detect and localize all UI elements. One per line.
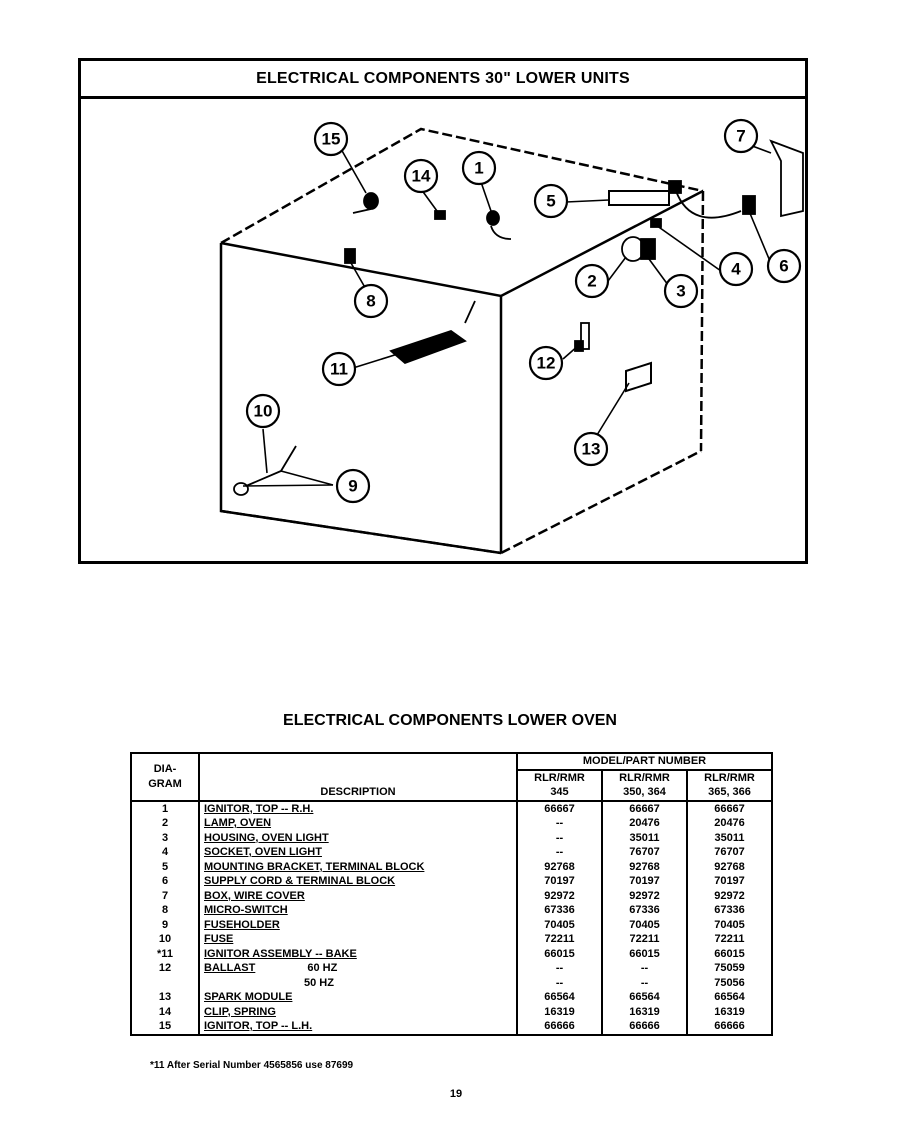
cell-part-3: 75059: [687, 961, 772, 976]
table-row: [131, 831, 772, 846]
cell-part-3: 66667: [687, 801, 772, 817]
footnote: *11 After Serial Number 4565856 use 87699: [150, 1060, 354, 1071]
cell-description: IGNITOR, TOP -- L.H.: [199, 1019, 517, 1035]
component-sketches: [234, 141, 803, 495]
cell-diagram: 3: [131, 831, 199, 846]
cell-diagram: 2: [131, 816, 199, 831]
cell-part-2: 16319: [602, 1005, 687, 1020]
cell-part-2: 66667: [602, 801, 687, 817]
cell-part-1: 66667: [517, 801, 602, 817]
callout-12: [530, 347, 562, 379]
cell-part-3: 72211: [687, 932, 772, 947]
table-row: [131, 801, 772, 817]
cell-part-1: 70405: [517, 918, 602, 933]
svg-text:9: 9: [348, 476, 358, 496]
table-row: [131, 1005, 772, 1020]
parts-table: [130, 752, 773, 1036]
callout-14: [405, 160, 437, 192]
cell-description: SOCKET, OVEN LIGHT: [199, 845, 517, 860]
cell-description: SPARK MODULE: [199, 990, 517, 1005]
table-row: [131, 932, 772, 947]
cell-part-2: 66015: [602, 947, 687, 962]
cell-part-2: 92768: [602, 860, 687, 875]
table-row: [131, 845, 772, 860]
svg-text:15: 15: [321, 129, 341, 149]
cell-part-3: 75056: [687, 976, 772, 991]
callout-3: [665, 275, 697, 307]
table-row: [131, 961, 772, 976]
callout-5: [535, 185, 567, 217]
table-row: [131, 903, 772, 918]
cell-part-1: 67336: [517, 903, 602, 918]
cell-part-2: --: [602, 976, 687, 991]
cell-diagram: 14: [131, 1005, 199, 1020]
cell-part-2: 92972: [602, 889, 687, 904]
cell-diagram: 13: [131, 990, 199, 1005]
col-model-3: RLR/RMR 365, 366: [687, 770, 772, 801]
svg-text:2: 2: [587, 271, 597, 291]
col-model-2: RLR/RMR 350, 364: [602, 770, 687, 801]
svg-text:7: 7: [736, 126, 746, 146]
cell-part-1: 70197: [517, 874, 602, 889]
callout-15: [315, 123, 347, 155]
cell-part-3: 70405: [687, 918, 772, 933]
cell-part-3: 66564: [687, 990, 772, 1005]
cell-diagram: 9: [131, 918, 199, 933]
cell-description: LAMP, OVEN: [199, 816, 517, 831]
cell-description: IGNITOR ASSEMBLY -- BAKE: [199, 947, 517, 962]
leader-lines: [243, 138, 772, 486]
cell-part-1: 92768: [517, 860, 602, 875]
cell-diagram: 7: [131, 889, 199, 904]
svg-text:6: 6: [779, 256, 789, 276]
svg-text:11: 11: [330, 359, 348, 379]
cell-part-3: 35011: [687, 831, 772, 846]
parts-table-title: ELECTRICAL COMPONENTS LOWER OVEN: [283, 712, 617, 729]
cell-diagram: 12: [131, 961, 199, 976]
table-row: [131, 918, 772, 933]
cell-description: MICRO-SWITCH: [199, 903, 517, 918]
svg-text:10: 10: [253, 401, 273, 421]
cell-part-1: --: [517, 845, 602, 860]
cell-part-1: 16319: [517, 1005, 602, 1020]
cell-part-2: --: [602, 961, 687, 976]
table-row: [131, 816, 772, 831]
cell-description: HOUSING, OVEN LIGHT: [199, 831, 517, 846]
page-number: 19: [449, 1088, 463, 1100]
col-description: DESCRIPTION: [199, 753, 517, 801]
col-diagram: DIA- GRAM: [131, 753, 199, 801]
cell-part-1: --: [517, 816, 602, 831]
cell-description: MOUNTING BRACKET, TERMINAL BLOCK: [199, 860, 517, 875]
cell-part-2: 76707: [602, 845, 687, 860]
callout-4: [720, 253, 752, 285]
table-row: [131, 1019, 772, 1035]
cell-part-1: 66666: [517, 1019, 602, 1035]
callout-8: [355, 285, 387, 317]
callout-1: [463, 152, 495, 184]
callout-2: [576, 265, 608, 297]
callout-9: [337, 470, 369, 502]
svg-text:1: 1: [474, 158, 484, 178]
cell-part-2: 70197: [602, 874, 687, 889]
callout-10: [247, 395, 279, 427]
diagram-title: ELECTRICAL COMPONENTS 30" LOWER UNITS: [81, 61, 805, 99]
cell-part-3: 70197: [687, 874, 772, 889]
cell-diagram: 6: [131, 874, 199, 889]
cell-part-2: 70405: [602, 918, 687, 933]
cell-part-1: --: [517, 831, 602, 846]
callout-13: [575, 433, 607, 465]
cell-diagram: 15: [131, 1019, 199, 1035]
cell-part-1: 72211: [517, 932, 602, 947]
cell-diagram: 5: [131, 860, 199, 875]
cell-diagram: 1: [131, 801, 199, 817]
cell-part-2: 67336: [602, 903, 687, 918]
cell-part-1: --: [517, 976, 602, 991]
cell-part-2: 35011: [602, 831, 687, 846]
cell-part-1: --: [517, 961, 602, 976]
cell-description-text: BALLAST: [204, 962, 256, 974]
cell-description: BOX, WIRE COVER: [199, 889, 517, 904]
cell-part-1: 92972: [517, 889, 602, 904]
cell-part-1: 66564: [517, 990, 602, 1005]
table-row: [131, 976, 772, 991]
col-model-1: RLR/RMR 345: [517, 770, 602, 801]
table-row: [131, 889, 772, 904]
callout-7: [725, 120, 757, 152]
cell-description: FUSE: [199, 932, 517, 947]
svg-text:13: 13: [581, 439, 601, 459]
cell-part-3: 66666: [687, 1019, 772, 1035]
cell-description: FUSEHOLDER: [199, 918, 517, 933]
cell-part-3: 92972: [687, 889, 772, 904]
cell-description-sub: 60 HZ: [307, 962, 338, 974]
cell-part-2: 72211: [602, 932, 687, 947]
cell-part-3: 16319: [687, 1005, 772, 1020]
table-row: [131, 990, 772, 1005]
cell-description: [199, 961, 517, 976]
table-row: [131, 874, 772, 889]
cell-description: CLIP, SPRING: [199, 1005, 517, 1020]
svg-text:8: 8: [366, 291, 376, 311]
svg-text:14: 14: [411, 166, 431, 186]
cell-diagram: 4: [131, 845, 199, 860]
svg-text:4: 4: [731, 259, 741, 279]
cell-part-3: 76707: [687, 845, 772, 860]
cell-part-3: 92768: [687, 860, 772, 875]
cell-diagram: [131, 976, 199, 991]
exploded-parts-diagram: [81, 61, 805, 561]
cell-part-2: 20476: [602, 816, 687, 831]
cell-diagram: 8: [131, 903, 199, 918]
svg-text:5: 5: [546, 191, 556, 211]
table-row: [131, 860, 772, 875]
cell-description-sub: 50 HZ: [304, 976, 334, 989]
cell-description: SUPPLY CORD & TERMINAL BLOCK: [199, 874, 517, 889]
cell-description: IGNITOR, TOP -- R.H.: [199, 801, 517, 817]
cell-description: [199, 976, 517, 991]
col-model-group: MODEL/PART NUMBER: [517, 753, 772, 770]
cell-part-2: 66666: [602, 1019, 687, 1035]
cell-part-3: 67336: [687, 903, 772, 918]
cell-part-2: 66564: [602, 990, 687, 1005]
cell-part-1: 66015: [517, 947, 602, 962]
callout-11: [323, 353, 355, 385]
svg-text:3: 3: [676, 281, 686, 301]
diagram-frame: [78, 58, 808, 564]
cell-part-3: 66015: [687, 947, 772, 962]
callout-6: [768, 250, 800, 282]
cell-diagram: 10: [131, 932, 199, 947]
cell-part-3: 20476: [687, 816, 772, 831]
cell-diagram: *11: [131, 947, 199, 962]
table-row: [131, 947, 772, 962]
svg-text:12: 12: [536, 353, 556, 373]
